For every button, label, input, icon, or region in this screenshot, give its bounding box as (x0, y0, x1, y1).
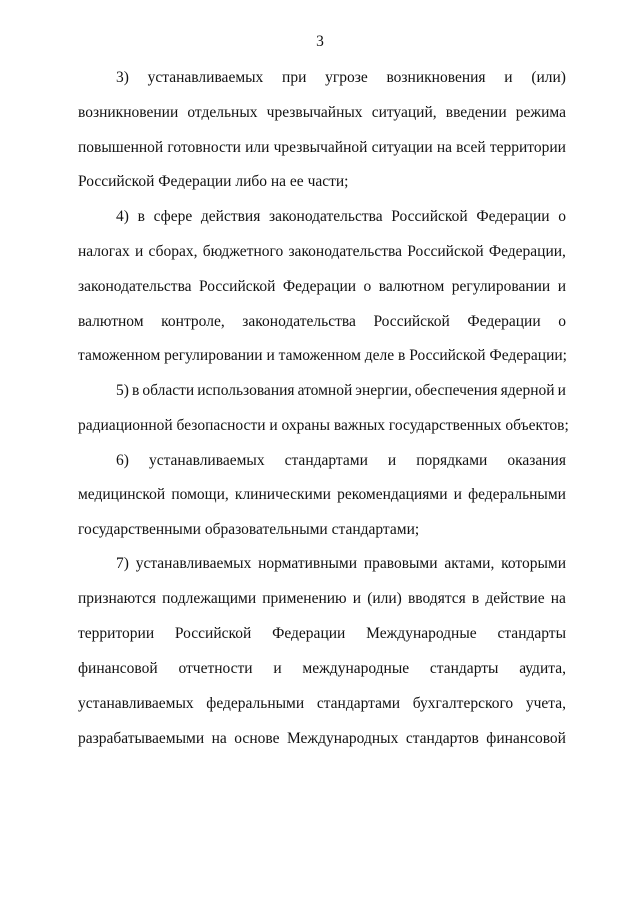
paragraph-line: финансовой отчетности и международные стандарты аудита, (78, 660, 566, 677)
paragraph-line: признаются подлежащими применению и (или) вводятся в действие на (78, 590, 566, 607)
paragraph-line: устанавливаемых федеральными стандартами бухгалтерского учета, (78, 695, 566, 712)
paragraph-line: налогах и сборах, бюджетного законодательства Российской Федерации, (78, 243, 566, 260)
paragraph-line: территории Российской Федерации Международные стандарты (78, 625, 566, 642)
paragraph-line: законодательства Российской Федерации о валютном регулировании и (78, 278, 566, 295)
paragraph-line: валютном контроле, законодательства Российской Федерации о (78, 313, 566, 330)
paragraph-line: таможенном регулировании и таможенном деле в Российской Федерации; (78, 347, 567, 364)
paragraph-line: возникновении отдельных чрезвычайных ситуаций, введении режима (78, 104, 566, 121)
paragraph-first-line: 4) в сфере действия законодательства Российской Федерации о (116, 208, 566, 225)
paragraph-line: радиационной безопасности и охраны важных государственных объектов; (78, 417, 569, 434)
paragraph-line: разрабатываемыми на основе Международных стандартов финансовой (78, 730, 566, 747)
paragraph-first-line: 7) устанавливаемых нормативными правовыми актами, которыми (116, 555, 566, 572)
paragraph-line: медицинской помощи, клиническими рекомендациями и федеральными (78, 486, 566, 503)
paragraph-first-line: 6) устанавливаемых стандартами и порядками оказания (116, 452, 566, 469)
paragraph-line: повышенной готовности или чрезвычайной ситуации на всей территории (78, 139, 566, 156)
paragraph-line: государственными образовательными стандартами; (78, 521, 420, 538)
paragraph-line: Российской Федерации либо на ее части; (78, 173, 349, 190)
paragraph-first-line: 3) устанавливаемых при угрозе возникновения и (или) (116, 69, 566, 86)
page-number: 3 (316, 33, 324, 50)
paragraph-first-line: 5) в области использования атомной энергии, обеспечения ядерной и (116, 382, 566, 399)
